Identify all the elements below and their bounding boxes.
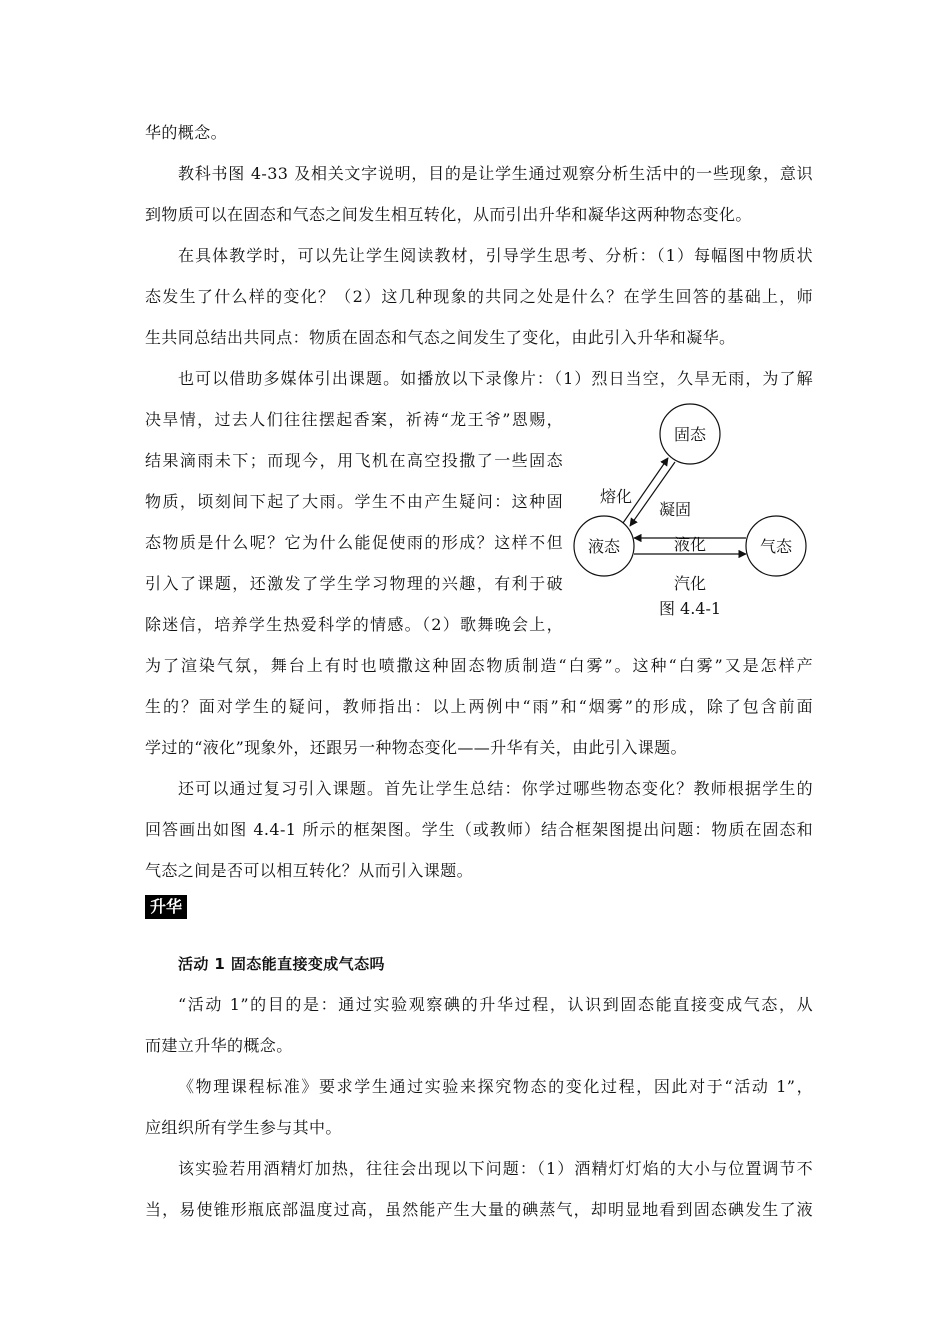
paragraph-line: 还可以通过复习引入课题。首先让学生总结：你学过哪些物态变化？教师根据学生的: [178, 779, 813, 798]
solid-label: 固态: [673, 425, 707, 444]
paragraph-line: 除迷信，培养学生热爱科学的情感。（2）歌舞晚会上，: [145, 615, 563, 634]
paragraph-line: 结果滴雨未下；而现今，用飞机在高空投撒了一些固态: [145, 451, 563, 470]
figure-caption: 图 4.4-1: [658, 599, 722, 618]
paragraph-line: 决旱情，过去人们往往摆起香案，祈祷“龙王爷”恩赐，: [145, 410, 563, 429]
paragraph-line: 而建立升华的概念。: [145, 1036, 293, 1055]
paragraph-line: 《物理课程标准》要求学生通过实验来探究物态的变化过程，因此对于“活动 1”，: [178, 1077, 813, 1096]
paragraph-line: 生共同总结出共同点：物质在固态和气态之间发生了变化，由此引入升华和凝华。: [145, 328, 736, 347]
gas-label: 气态: [759, 537, 793, 556]
paragraph-line: 物质，顷刻间下起了大雨。学生不由产生疑问：这种固: [145, 492, 563, 511]
paragraph-line: 气态之间是否可以相互转化？从而引入课题。: [145, 861, 474, 880]
liquid-label: 液态: [587, 537, 621, 556]
paragraph-line: 为了渲染气氛，舞台上有时也喷撒这种固态物质制造“白雾”。这种“白雾”又是怎样产: [145, 656, 813, 675]
paragraph-line: 也可以借助多媒体引出课题。如播放以下录像片：（1）烈日当空，久旱无雨，为了解: [178, 369, 813, 388]
paragraph-line: 应组织所有学生参与其中。: [145, 1118, 342, 1137]
paragraph-line: 生的？面对学生的疑问，教师指出：以上两例中“雨”和“烟雾”的形成，除了包含前面: [145, 697, 813, 716]
paragraph-line: 回答画出如图 4.4-1 所示的框架图。学生（或教师）结合框架图提出问题：物质在固态和: [145, 820, 813, 839]
solidifying-label: 凝固: [658, 500, 692, 519]
paragraph-line: 教科书图 4-33 及相关文字说明，目的是让学生通过观察分析生活中的一些现象，意识: [178, 164, 813, 183]
paragraph-line: 该实验若用酒精灯加热，往往会出现以下问题：（1）酒精灯灯焰的大小与位置调节不: [178, 1159, 813, 1178]
liquefying-label: 液化: [673, 535, 707, 554]
paragraph-line: 引入了课题，还激发了学生学习物理的兴趣，有利于破: [145, 574, 563, 593]
paragraph-line: 态发生了什么样的变化？（2）这几种现象的共同之处是什么？在学生回答的基础上，师: [145, 287, 813, 306]
paragraph-line: 到物质可以在固态和气态之间发生相互转化，从而引出升华和凝华这两种物态变化。: [145, 205, 752, 224]
paragraph-line: 在具体教学时，可以先让学生阅读教材，引导学生思考、分析：（1）每幅图中物质状: [178, 246, 813, 265]
state-change-diagram: [568, 398, 813, 628]
paragraph-line: 态物质是什么呢？它为什么能促使雨的形成？这样不但: [145, 533, 563, 552]
section-tag: 升华: [145, 895, 187, 919]
paragraph-line: 学过的“液化”现象外，还跟另一种物态变化——升华有关，由此引入课题。: [145, 738, 687, 757]
activity-heading: 活动 1 固态能直接变成气态吗: [178, 955, 385, 973]
paragraph-line: 华的概念。: [145, 123, 228, 142]
vaporizing-label: 汽化: [673, 574, 707, 593]
paragraph-line: “活动 1”的目的是：通过实验观察碘的升华过程，认识到固态能直接变成气态，从: [178, 995, 813, 1014]
melting-label: 熔化: [599, 487, 633, 506]
paragraph-line: 当，易使锥形瓶底部温度过高，虽然能产生大量的碘蒸气，却明显地看到固态碘发生了液: [145, 1200, 813, 1219]
